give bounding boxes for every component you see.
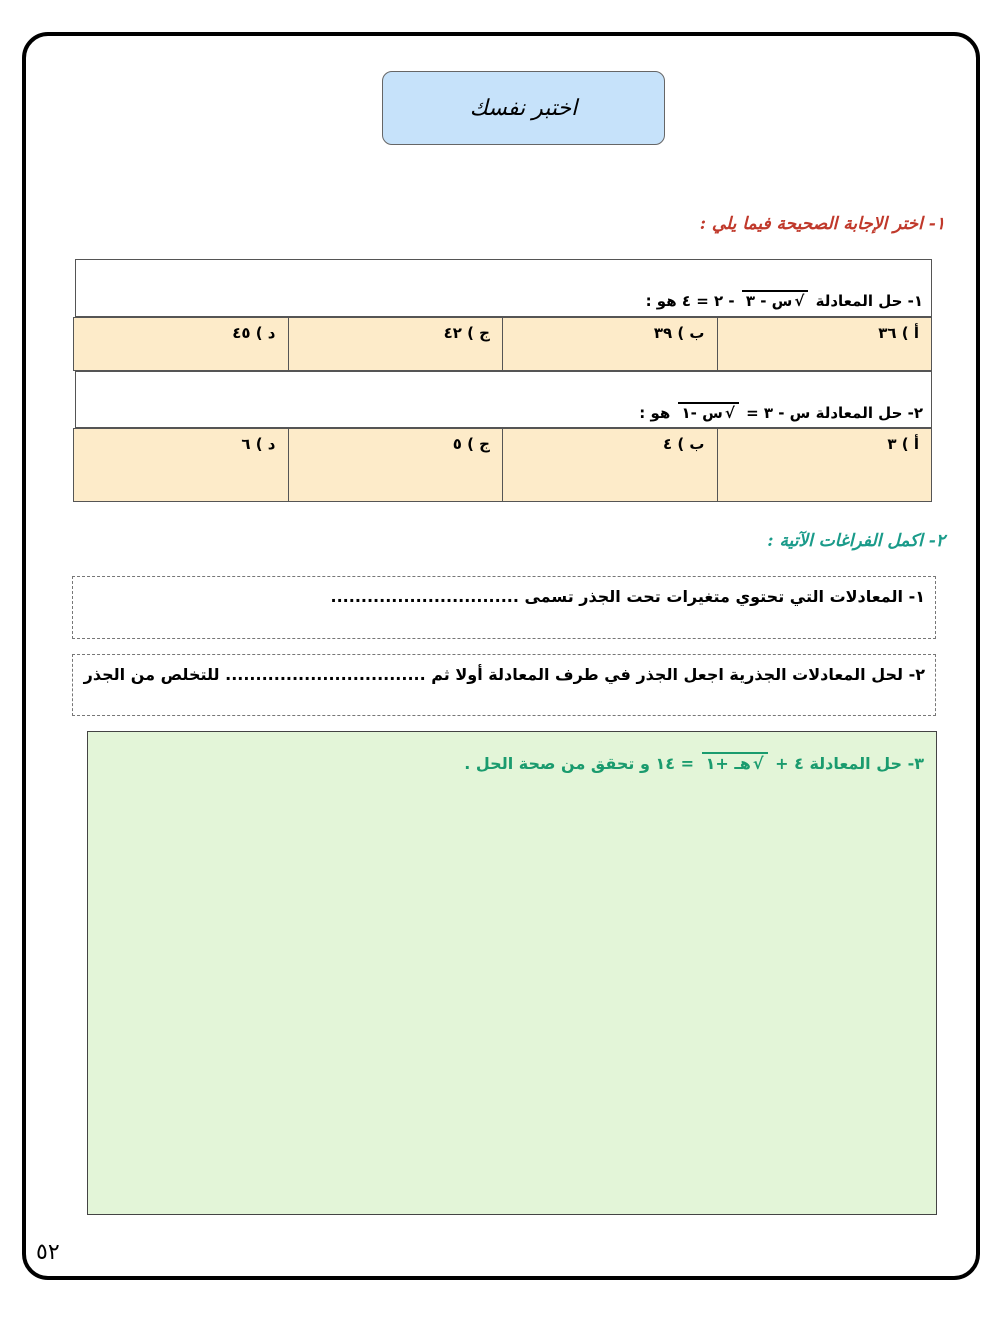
section1-heading: ١- اختر الإجابة الصحيحة فيما يلي : [699, 214, 945, 234]
question-1-box [75, 259, 932, 317]
q2-radicand: √ س -١ [678, 402, 739, 422]
page-number: ٥٢ [36, 1240, 60, 1265]
question-2-box [75, 371, 932, 428]
section2-heading: ٢- اكمل الفراغات الآتية : [767, 531, 945, 551]
q1-option-d[interactable]: د ) ٤٥ [232, 324, 276, 342]
q3-prefix: ٣- حل المعادلة ٤ + [775, 754, 924, 773]
fill-blank-1[interactable] [72, 576, 936, 639]
question-2-text [639, 402, 923, 422]
fill-blank-2-text: ٢- لحل المعادلات الجذرية اجعل الجذر في طرف المعادلة أولا ثم ................................. للتخلص من الجذر [83, 665, 925, 684]
q1-option-c[interactable]: ج ) ٤٢ [288, 318, 503, 370]
solution-area[interactable] [87, 731, 937, 1215]
q2-option-b[interactable]: ب ) ٤ [502, 429, 717, 501]
q3-radicand: √ هـ +١ [702, 752, 768, 773]
fill-blank-2[interactable] [72, 654, 936, 716]
q2-suffix: هو : [639, 404, 671, 422]
question-1-text [646, 290, 923, 310]
q2-option-d[interactable]: د ) ٦ [241, 435, 276, 453]
q1-option-b[interactable]: ب ) ٣٩ [502, 318, 717, 370]
q1-suffix: - ٢ = ٤ هو : [645, 292, 735, 310]
q2-prefix: ٢- حل المعادلة س - ٣ = [746, 404, 923, 422]
q1-radicand: √ س - ٣ [742, 290, 809, 310]
question-1-options [73, 317, 932, 371]
q1-option-a[interactable]: أ ) ٣٦ [717, 318, 932, 370]
title-text: اختبر نفسك [469, 95, 578, 121]
q3-suffix: = ١٤ و تحقق من صحة الحل . [464, 754, 694, 773]
q1-prefix: ١- حل المعادلة [815, 292, 923, 310]
page-title [382, 71, 665, 145]
q2-option-c[interactable]: ج ) ٥ [288, 429, 503, 501]
fill-blank-1-text: ١- المعادلات التي تحتوي متغيرات تحت الجذر تسمى ............................... [330, 587, 925, 606]
question-2-options [73, 428, 932, 502]
question-3-text [464, 752, 924, 773]
q2-option-a[interactable]: أ ) ٣ [717, 429, 932, 501]
